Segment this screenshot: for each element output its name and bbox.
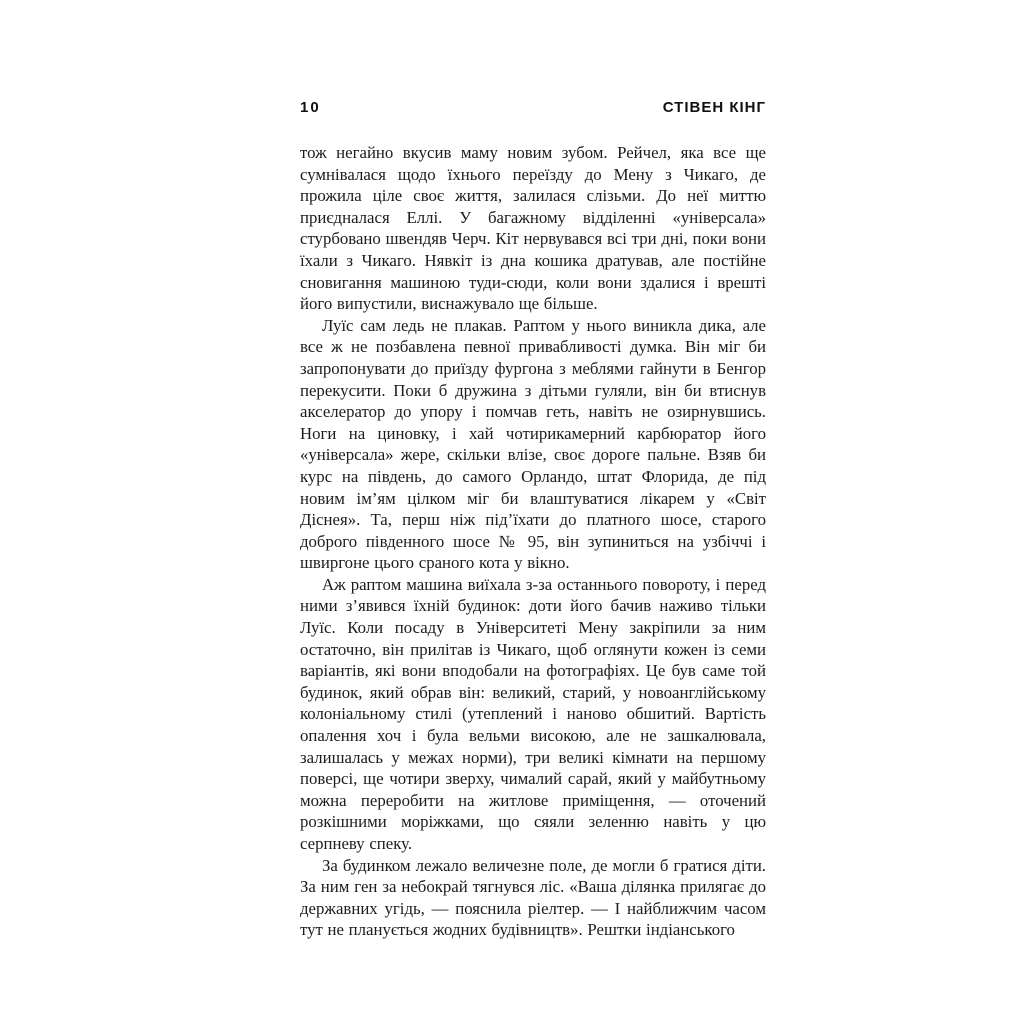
text-column xyxy=(300,99,766,941)
running-head-author: СТІВЕН КІНГ xyxy=(662,99,766,116)
page-number: 10 xyxy=(300,99,321,116)
paragraph: За будинком лежало величезне поле, де могли б гратися діти. За ним ген за небокрай тягнувся ліс. «Ваша ділянка прилягає до державних угідь, — пояснила ріелтер. — І найближчим часом тут не планується жодних будівництв». Рештки індіанського xyxy=(300,855,766,940)
paragraph: тож негайно вкусив маму новим зубом. Рейчел, яка все ще сумнівалася щодо їхнього переїзду до Мену з Чикаго, де прожила ціле своє життя, залилася слізьми. До неї миттю приєдналася Еллі. У багажному відділенні «універсала» стурбовано швендяв Черч. Кіт нервувався всі три дні, поки вони їхали з Чикаго. Нявкіт із дна кошика дратував, але постійне сновигання машиною туди-сюди, коли вони здалися і врешті його випустили, виснажувало ще більше. xyxy=(300,143,766,314)
page-header xyxy=(300,99,766,116)
paragraph: Аж раптом машина виїхала з-за останнього повороту, і перед ними з’явився їхній будинок: доти його бачив наживо тільки Луїс. Коли посаду в Університеті Мену закріпили за ним остаточно, він прилітав із Чикаго, щоб оглянути кожен із семи варіантів, які вони вподобали на фотографіях. Це був саме той будинок, який обрав він: великий, старий, у новоанглійському колоніальному стилі (утеплений і наново обшитий. Вартість опалення хоч і була вельми високою, але не зашкалювала, залишалась у межах норми), три великі кімнати на першому поверсі, ще чотири зверху, чималий сарай, який у майбутньому можна переробити на житлове приміщення, — оточений розкішними моріжками, що сяяли зеленню навіть у цю серпневу спеку. xyxy=(300,574,766,853)
paragraph: Луїс сам ледь не плакав. Раптом у нього виникла дика, але все ж не позбавлена певної привабливості думка. Він міг би запропонувати до приїзду фургона з меблями гайнути в Бенгор перекусити. Поки б дружина з дітьми гуляли, він би втиснув акселератор до упору і помчав геть, навіть не озирнувшись. Ноги на циновку, і хай чотирикамерний карбюратор його «універсала» жере, скільки влізе, своє дороге пальне. Взяв би курс на південь, до самого Орландо, штат Флорида, де під новим ім’ям цілком міг би влаштуватися лікарем у «Світ Діснея». Та, перш ніж під’їхати до платного шосе, старого доброго південного шосе № 95, він зупиниться на узбіччі і швиргоне цього сраного кота у вікно. xyxy=(300,315,766,573)
body-text xyxy=(300,142,766,941)
